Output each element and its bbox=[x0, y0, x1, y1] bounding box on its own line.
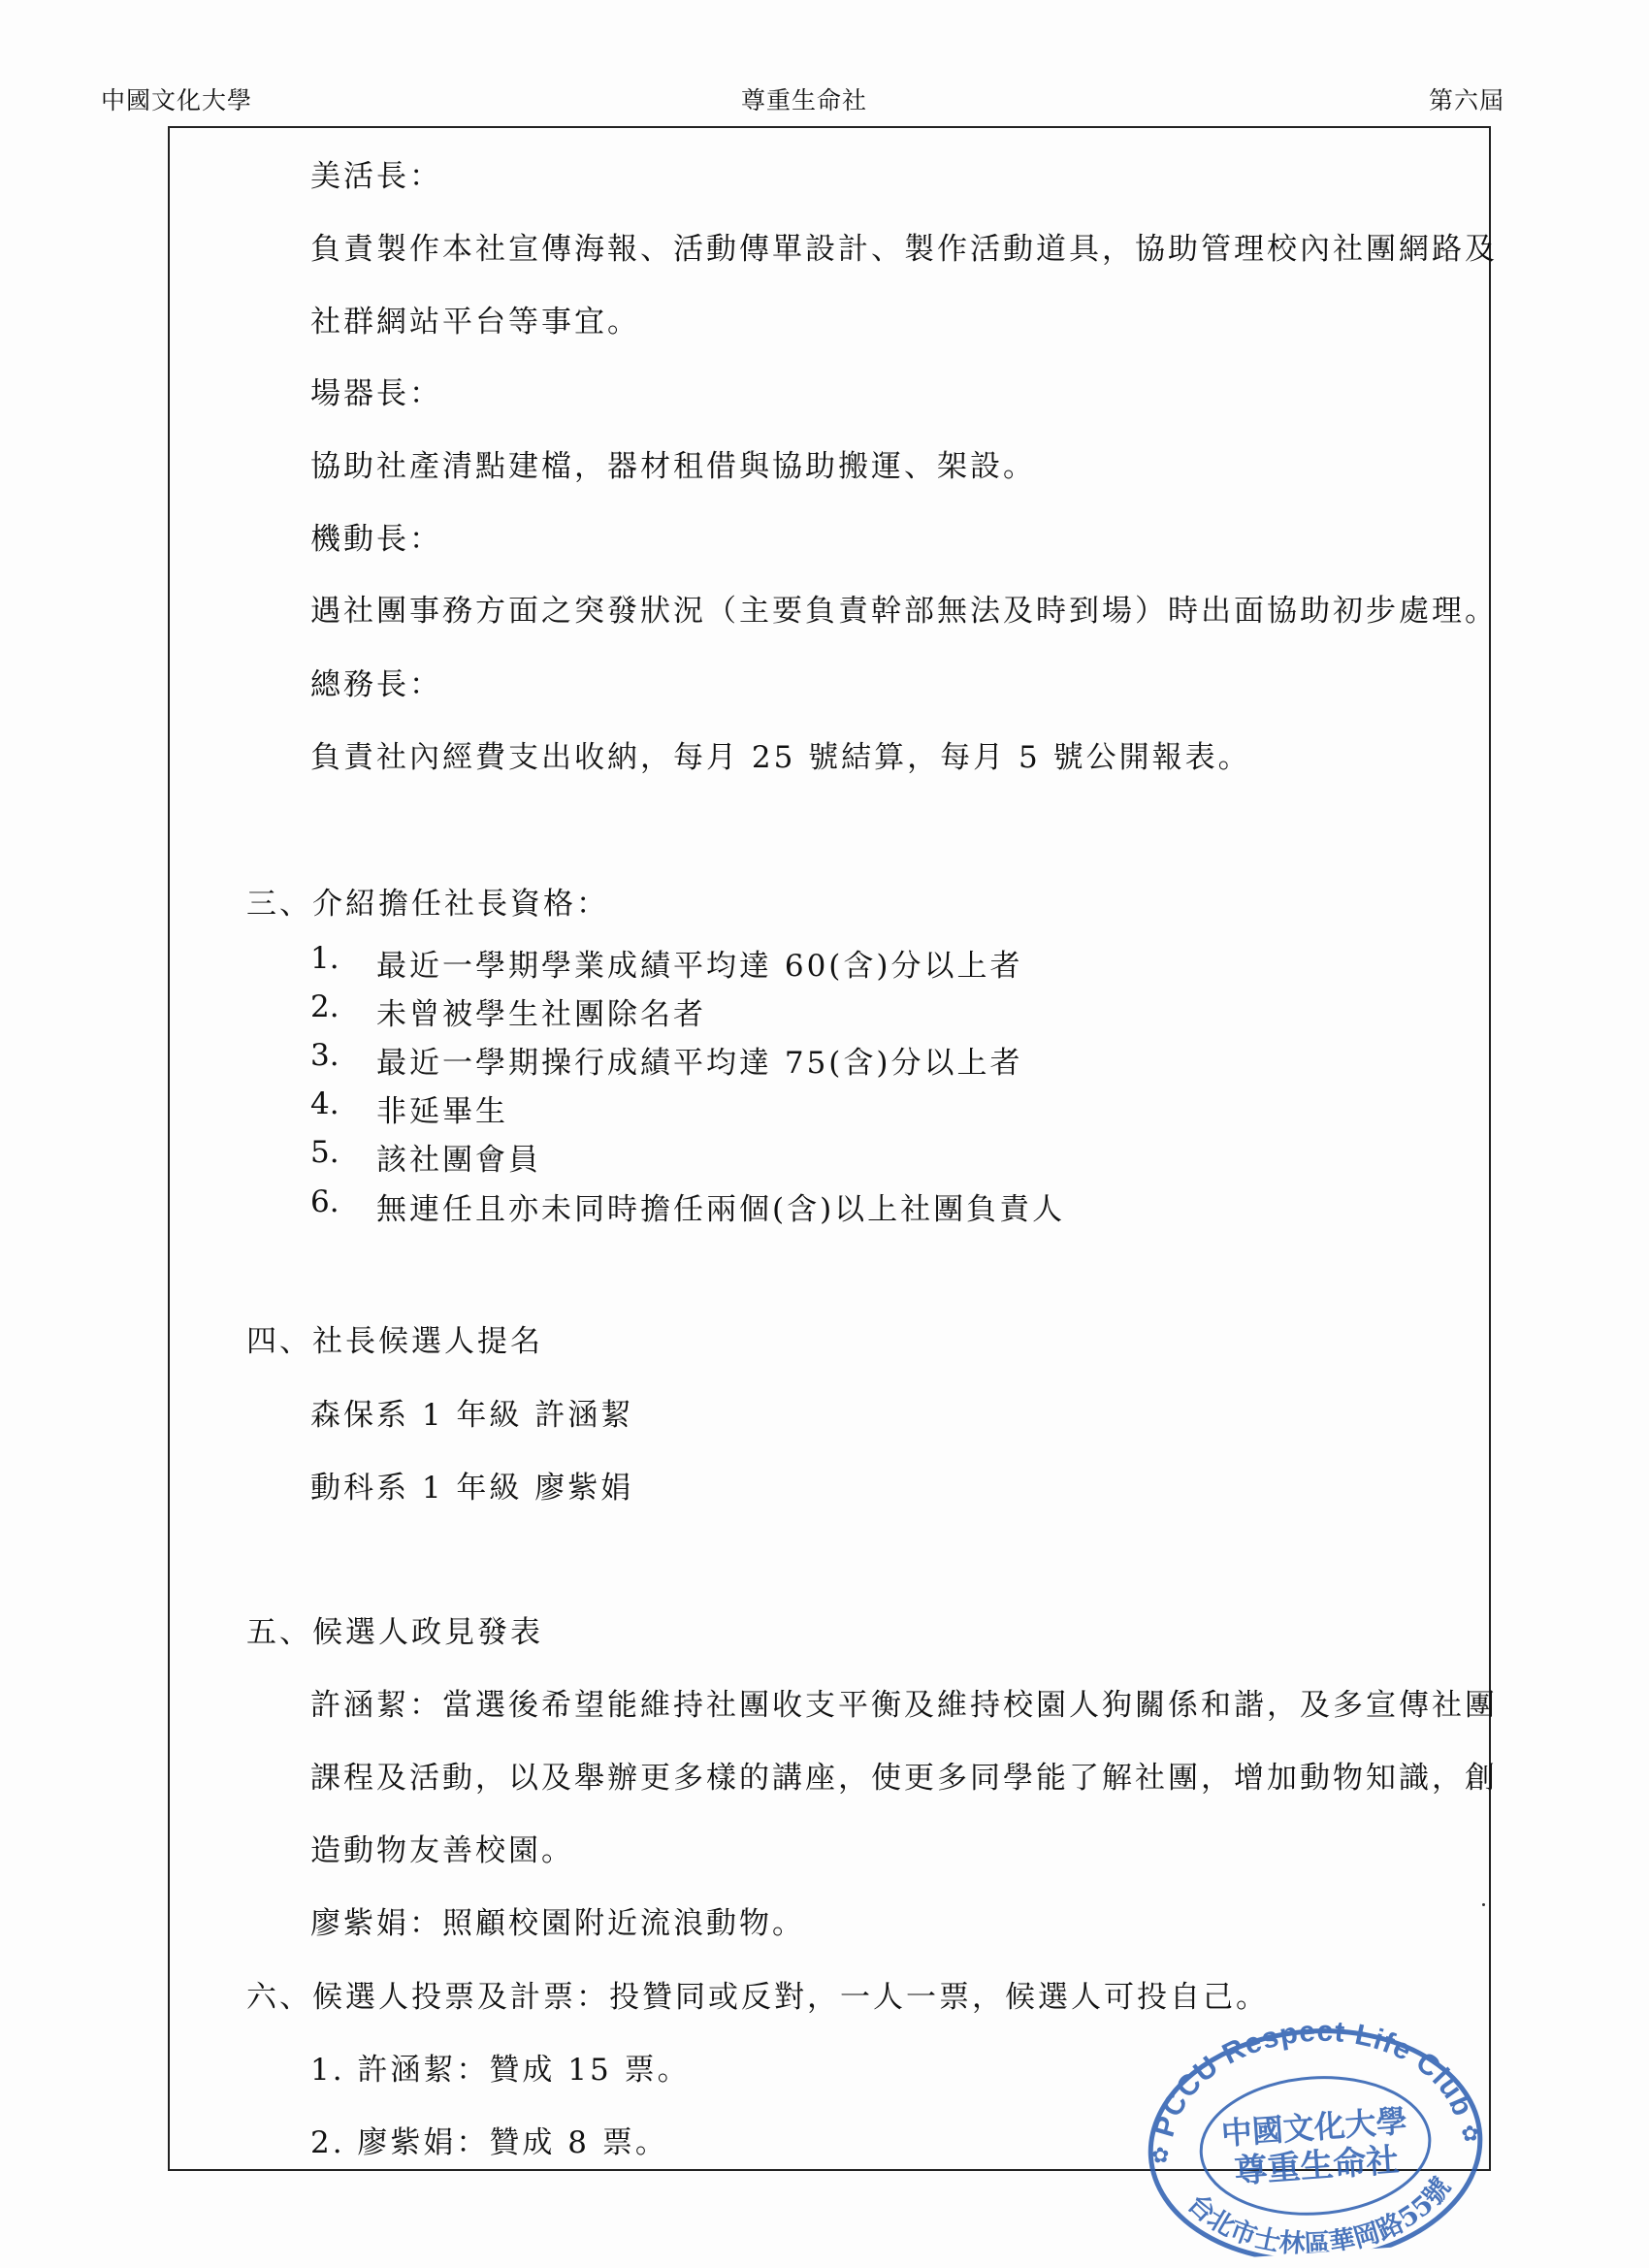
header-club-name: 尊重生命社 bbox=[741, 86, 868, 114]
section-6-title: 六、候選人投票及計票：投贊同或反對，一人一票，候選人可投自己。 bbox=[246, 1980, 1269, 2015]
statement-1-line-3: 造動物友善校園。 bbox=[310, 1833, 574, 1868]
list-item: 無連任且亦未同時擔任兩個(含)以上社團負責人 bbox=[376, 1192, 1066, 1227]
role-title-meihuo: 美活長： bbox=[310, 159, 442, 194]
plum-blossom-icon: ✿ bbox=[1460, 2122, 1480, 2148]
section-3-title: 三、介紹擔任社長資格： bbox=[246, 887, 609, 922]
role-desc-changqi: 協助社產清點建檔，器材租借與協助搬運、架設。 bbox=[310, 449, 1036, 484]
section-5-title: 五、候選人政見發表 bbox=[246, 1615, 543, 1650]
role-desc-meihuo-2: 社群網站平台等事宜。 bbox=[310, 305, 640, 340]
stamp-address: 台北市士林區華岡路55號 bbox=[1181, 2172, 1458, 2260]
role-desc-jidong: 遇社團事務方面之突發狀況（主要負責幹部無法及時到場）時出面協助初步處理。 bbox=[310, 594, 1498, 629]
list-item-number: 2. bbox=[310, 989, 340, 1024]
statement-1-line-2: 課程及活動，以及舉辦更多樣的講座，使更多同學能了解社團，增加動物知識，創 bbox=[310, 1761, 1498, 1796]
plum-blossom-icon: ✿ bbox=[1150, 2143, 1171, 2169]
candidate-2: 動科系 1 年級 廖紫娟 bbox=[310, 1471, 634, 1506]
list-item: 該社團會員 bbox=[376, 1143, 541, 1178]
section-4-title: 四、社長候選人提名 bbox=[246, 1324, 543, 1359]
list-item: 最近一學期學業成績平均達 60(含)分以上者 bbox=[376, 949, 1023, 984]
stamp-line-2: 尊重生命社 bbox=[1233, 2141, 1401, 2191]
list-item-number: 6. bbox=[310, 1184, 340, 1219]
stamp-line-1: 中國文化大學 bbox=[1219, 2102, 1408, 2153]
club-seal-stamp bbox=[1122, 1997, 1507, 2265]
list-item: 非延畢生 bbox=[376, 1094, 508, 1129]
role-title-jidong: 機動長： bbox=[310, 522, 442, 557]
list-item: 最近一學期操行成績平均達 75(含)分以上者 bbox=[376, 1046, 1023, 1081]
list-item-number: 5. bbox=[310, 1135, 340, 1170]
stamp-ring-text: PCCU Respect Life Club bbox=[1148, 2015, 1479, 2141]
list-item: 未曾被學生社團除名者 bbox=[376, 997, 706, 1032]
list-item-number: 4. bbox=[310, 1086, 340, 1121]
vote-result-1: 1. 許涵絜：贊成 15 票。 bbox=[310, 2053, 691, 2088]
list-item-number: 1. bbox=[310, 941, 340, 976]
header-school-name: 中國文化大學 bbox=[101, 86, 253, 114]
role-title-changqi: 場器長： bbox=[310, 376, 442, 411]
vote-result-2: 2. 廖紫娟：贊成 8 票。 bbox=[310, 2125, 668, 2160]
candidate-1: 森保系 1 年級 許涵絜 bbox=[310, 1398, 634, 1433]
scan-speck bbox=[1482, 1903, 1485, 1906]
role-desc-zongwu: 負責社內經費支出收納，每月 25 號結算，每月 5 號公開報表。 bbox=[310, 740, 1251, 775]
statement-1-line-1: 許涵絜：當選後希望能維持社團收支平衡及維持校園人狗關係和諧，及多宣傳社團 bbox=[310, 1688, 1498, 1723]
role-desc-meihuo-1: 負責製作本社宣傳海報、活動傳單設計、製作活動道具，協助管理校內社團網路及 bbox=[310, 232, 1498, 267]
statement-2: 廖紫娟：照顧校園附近流浪動物。 bbox=[310, 1906, 805, 1941]
role-title-zongwu: 總務長： bbox=[310, 667, 442, 702]
header-term: 第六屆 bbox=[1429, 86, 1505, 114]
list-item-number: 3. bbox=[310, 1038, 340, 1073]
